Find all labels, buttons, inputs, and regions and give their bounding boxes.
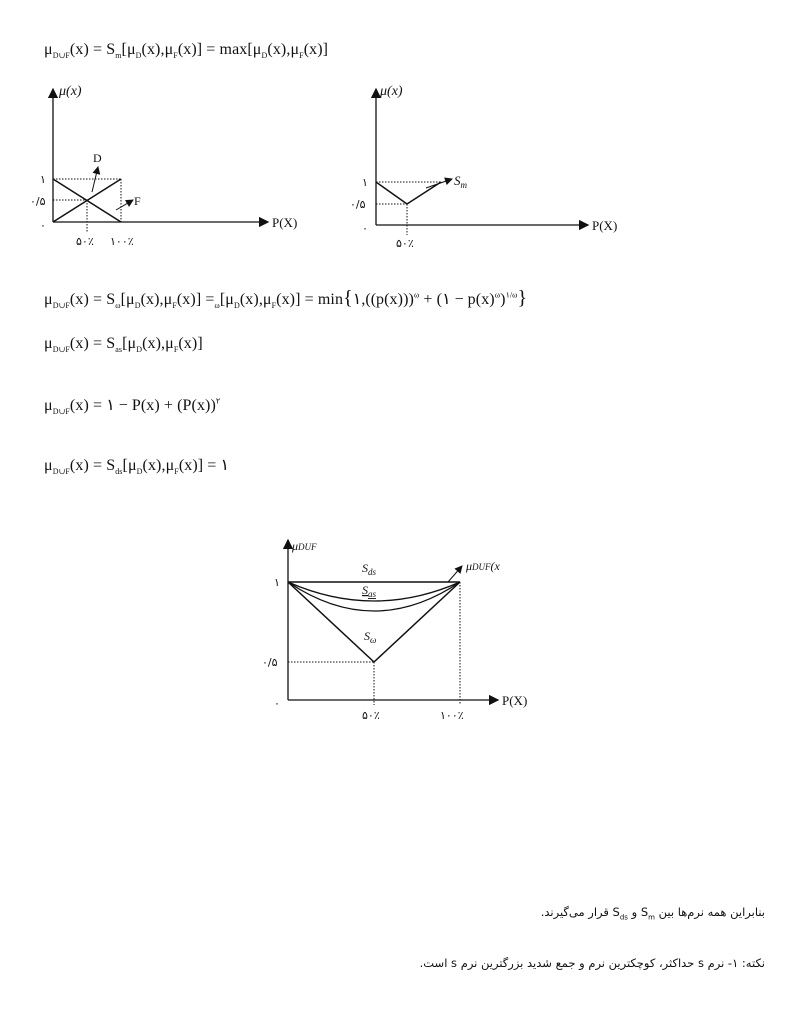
x-tick-100: ۱۰۰٪ (440, 709, 464, 722)
y-tick-zero: ۰ (40, 219, 46, 232)
sm-symbol: $S_m$ (640, 905, 655, 922)
eq-text: (x)] = max[μ (177, 41, 262, 58)
subscript: D (135, 51, 142, 61)
subscript: D∪F (52, 301, 70, 311)
subscript: D∪F (52, 407, 70, 417)
graph-sm (340, 75, 640, 325)
superscript: ۱/ω (505, 290, 518, 300)
x-tick-50: ۵۰٪ (362, 709, 380, 722)
eq-text: ) (500, 291, 506, 308)
subscript: D (233, 301, 240, 311)
eq-text: (x)] = min (276, 291, 344, 308)
text-fragment: قرار می‌گیرند. (540, 905, 613, 919)
subscript: ω (214, 301, 220, 311)
eq-text: [μ (122, 335, 137, 352)
arrow-sm (426, 179, 452, 188)
subscript: D (136, 467, 143, 477)
label-s-ds: $S_{ds}$ (362, 561, 377, 577)
eq-text: (x) = S (69, 335, 116, 352)
subscript: D (136, 345, 143, 355)
y-axis-label: μDUF (292, 539, 317, 553)
text-fragment: و (627, 905, 641, 919)
subscript: D (134, 301, 141, 311)
eq-text: ۱,((p(x))) (352, 291, 414, 308)
sds-symbol: $S_{ds}$ (612, 905, 628, 922)
mu-symbol: μ (44, 41, 53, 58)
eq-text: + (۱ − p(x) (419, 291, 495, 308)
eq-text: (x)] (178, 335, 203, 352)
arrow-f (116, 200, 133, 210)
y-tick-one: ۱ (362, 176, 368, 189)
y-tick-half: ۰/۵ (30, 195, 46, 208)
eq-text: [μ (122, 457, 137, 474)
y-tick-one: ۱ (40, 173, 46, 186)
mu-symbol: μ (44, 397, 53, 414)
x-axis-label: P(X) (272, 215, 298, 230)
subscript: F (299, 51, 304, 61)
equation-max-norm (44, 41, 328, 60)
label-s-omega: $S_\omega$ (364, 629, 377, 645)
right-brace: } (517, 287, 528, 309)
subscript: F (174, 467, 179, 477)
x-axis-label: P(X) (502, 693, 528, 708)
superscript: ω (413, 290, 420, 300)
sm-curve (376, 182, 441, 204)
eq-text: (x) = ۱ − P(x) + (P(x)) (69, 397, 216, 414)
y-tick-zero: ۰ (362, 222, 368, 235)
graph-norm-comparison (250, 530, 550, 730)
mu-symbol: μ (44, 335, 53, 352)
subscript: as (115, 345, 123, 355)
eq-text: (x)] (303, 41, 329, 58)
text-fragment: بنابراین همه نرم‌ها بین (654, 905, 765, 919)
eq-text: (x),μ (239, 291, 272, 308)
subscript: D∪F (52, 51, 70, 61)
label-mu-duf: μDUF(x (466, 559, 500, 573)
eq-text: (x),μ (142, 335, 174, 352)
superscript: ω (494, 290, 501, 300)
subscript: D (261, 51, 268, 61)
subscript: F (271, 301, 277, 311)
label-s-as: $S_{as}$ (362, 583, 377, 599)
subscript: D∪F (52, 345, 70, 355)
equation-s-ds-norm (44, 455, 229, 476)
paragraph-norm-range (541, 905, 765, 921)
mu-symbol: μ (44, 291, 53, 308)
x-tick-100: ۱۰۰٪ (110, 235, 134, 248)
subscript: F (172, 301, 177, 311)
superscript: ۲ (215, 396, 221, 406)
x-tick-50: ۵۰٪ (396, 237, 414, 250)
subscript: ds (115, 467, 123, 477)
eq-text: (x),μ (140, 291, 173, 308)
eq-text: [μ (121, 41, 136, 58)
eq-text: (x) = S (69, 457, 116, 474)
eq-text: (x) = S (69, 41, 116, 58)
left-brace: { (343, 287, 353, 309)
eq-text: [μ (219, 291, 234, 308)
label-d: D (93, 151, 102, 165)
eq-text: (x) = S (69, 291, 116, 308)
eq-text: (x)] = (176, 291, 215, 308)
x-axis-label: P(X) (592, 218, 618, 233)
subscript: m (115, 51, 122, 61)
arrow-mu (448, 566, 462, 582)
graph-d-f (20, 75, 340, 325)
eq-text: (x)] = ۱ (178, 457, 230, 474)
equation-probability (44, 395, 220, 416)
y-axis-label: μ(x) (380, 84, 403, 99)
y-tick-one: ۱ (274, 576, 280, 589)
eq-text: (x),μ (141, 41, 174, 58)
label-sm: $S_m$ (454, 173, 467, 190)
x-tick-50: ۵۰٪ (76, 235, 94, 248)
label-f: F (134, 194, 141, 208)
eq-text: (x),μ (267, 41, 300, 58)
y-tick-half: ۰/۵ (262, 656, 278, 669)
eq-text: [μ (120, 291, 135, 308)
eq-text: (x),μ (142, 457, 175, 474)
equation-s-as-norm (44, 335, 203, 354)
y-tick-half: ۰/۵ (350, 198, 366, 211)
y-tick-zero: ۰ (274, 697, 280, 710)
subscript: ω (115, 301, 121, 311)
subscript: D∪F (52, 467, 70, 477)
y-axis-label: μ(x) (59, 84, 82, 99)
paragraph-note: نکته: ۱- نرم s حداکثر، کوچکترین نرم و جمع شدید بزرگترین نرم s است. (419, 956, 765, 970)
subscript: F (173, 51, 178, 61)
mu-symbol: μ (44, 457, 53, 474)
subscript: F (173, 345, 179, 355)
